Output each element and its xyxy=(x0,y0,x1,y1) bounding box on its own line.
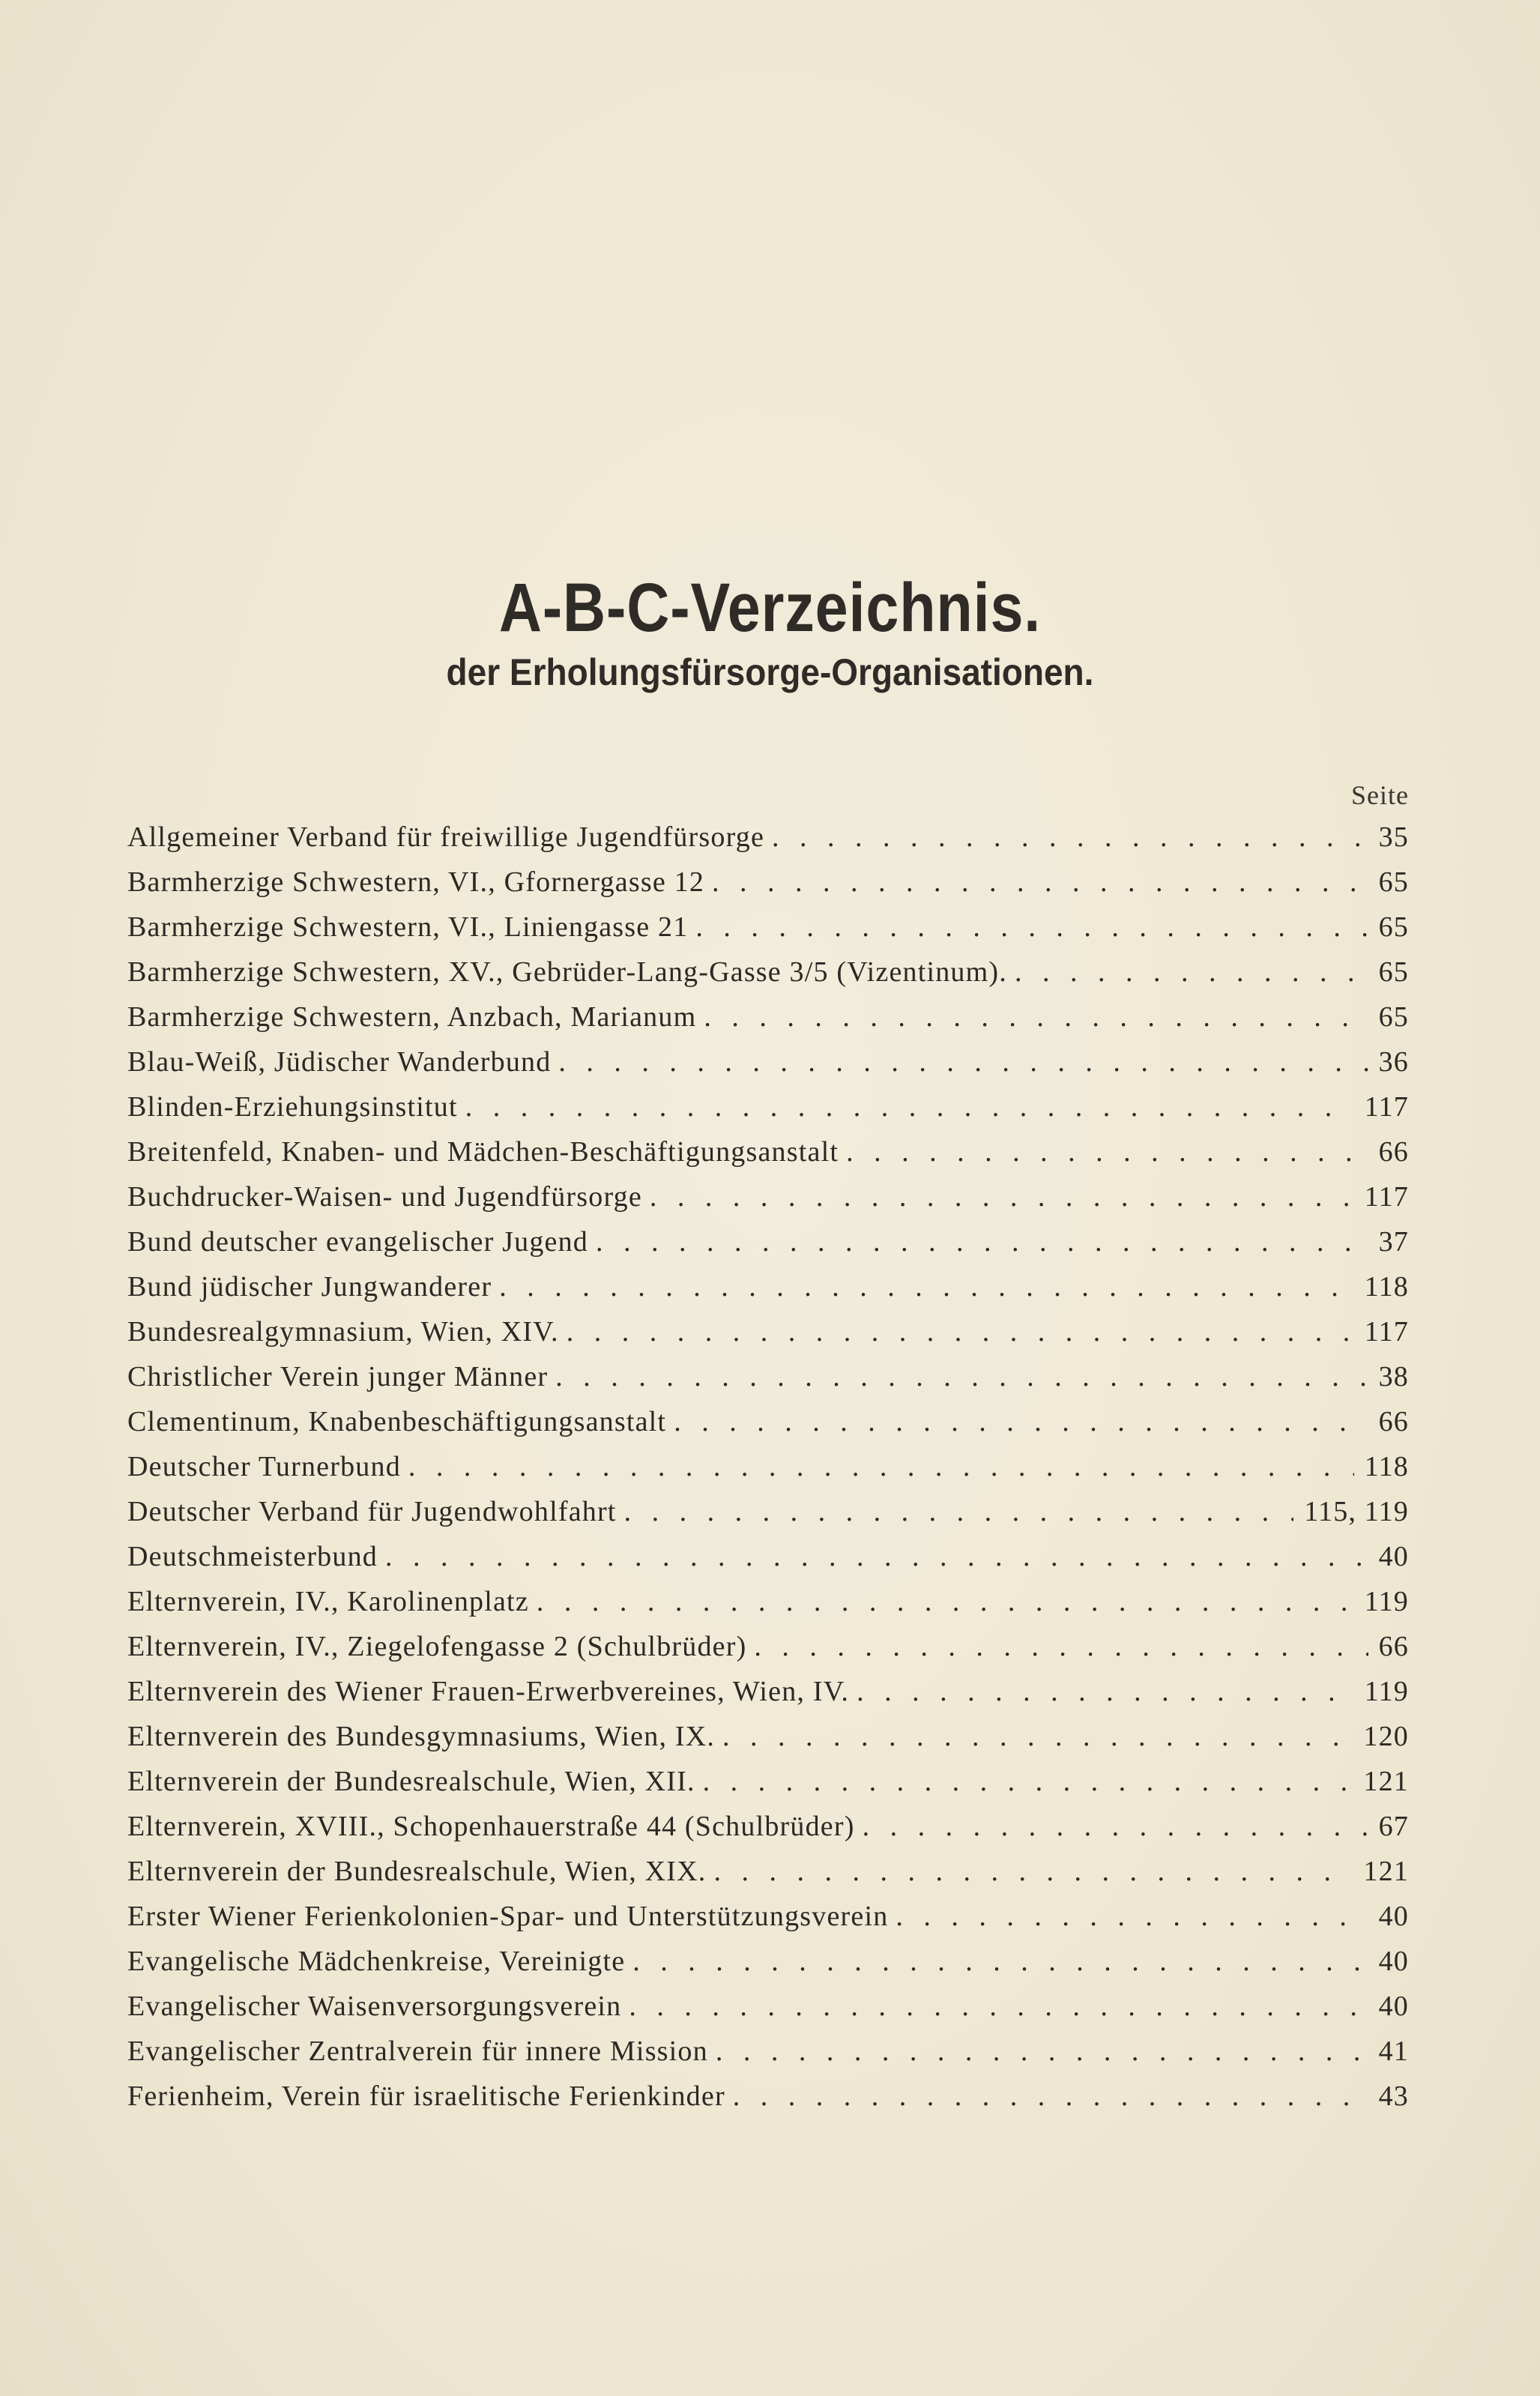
index-entry-label: Buchdrucker-Waisen- und Jugendfürsorge xyxy=(127,1181,642,1213)
index-entry-page: 40 xyxy=(1378,1946,1409,1977)
index-entry-label: Barmherzige Schwestern, VI., Liniengasse 21 xyxy=(127,911,689,943)
index-entry-page: 121 xyxy=(1363,1856,1409,1887)
index-entry-label: Bundesrealgymnasium, Wien, XIV. xyxy=(127,1316,559,1348)
index-entry xyxy=(127,1225,1409,1270)
index-entry-label: Elternverein der Bundesrealschule, Wien, XII. xyxy=(127,1766,695,1797)
index-entry-label: Evangelischer Waisenversorgungsverein xyxy=(127,1991,622,2022)
dot-leader xyxy=(674,1405,1368,1440)
index-entry xyxy=(127,1090,1409,1135)
index-entry-page: 40 xyxy=(1378,1901,1409,1932)
index-entry-page: 118 xyxy=(1364,1271,1409,1303)
index-entry-page: 119 xyxy=(1364,1676,1409,1707)
index-entry xyxy=(127,911,1409,956)
index-entry-page: 115, 119 xyxy=(1304,1496,1409,1527)
dot-leader xyxy=(629,1990,1368,2024)
index-entry xyxy=(127,1180,1409,1225)
dot-leader xyxy=(567,1315,1354,1350)
dot-leader xyxy=(632,1945,1368,1979)
index-entry xyxy=(127,2080,1409,2125)
index-entry-label: Elternverein, IV., Ziegelofengasse 2 (Schulbrüder) xyxy=(127,1631,747,1662)
index-entry-page: 65 xyxy=(1378,1001,1409,1033)
index-entry-page: 43 xyxy=(1378,2080,1409,2112)
dot-leader xyxy=(1015,956,1368,990)
index-entry-page: 117 xyxy=(1364,1091,1409,1123)
index-entry-label: Bund jüdischer Jungwanderer xyxy=(127,1271,492,1303)
dot-leader xyxy=(650,1180,1354,1215)
index-entry xyxy=(127,1360,1409,1405)
dot-leader xyxy=(722,1720,1353,1754)
index-entry-label: Elternverein des Wiener Frauen-Erwerbvereines, Wien, IV. xyxy=(127,1676,850,1707)
index-entry xyxy=(127,1540,1409,1585)
index-list xyxy=(127,821,1409,2125)
dot-leader xyxy=(846,1135,1368,1170)
index-entry-page: 67 xyxy=(1378,1811,1409,1842)
index-entry-label: Blau-Weiß, Jüdischer Wanderbund xyxy=(127,1046,552,1078)
index-entry-page: 40 xyxy=(1378,1541,1409,1572)
index-entry-page: 37 xyxy=(1378,1226,1409,1258)
dot-leader xyxy=(465,1090,1354,1125)
index-entry-label: Deutscher Turnerbund xyxy=(127,1451,401,1482)
index-entry xyxy=(127,1945,1409,1990)
index-entry-page: 65 xyxy=(1378,911,1409,943)
dot-leader xyxy=(896,1900,1368,1934)
index-entry xyxy=(127,1765,1409,1810)
index-entry xyxy=(127,1990,1409,2035)
index-entry xyxy=(127,2035,1409,2080)
dot-leader xyxy=(555,1360,1368,1395)
index-entry-page: 65 xyxy=(1378,956,1409,988)
index-entry-page: 66 xyxy=(1378,1136,1409,1168)
index-entry-page: 65 xyxy=(1378,866,1409,898)
index-entry-label: Christlicher Verein junger Männer xyxy=(127,1361,549,1392)
index-entry xyxy=(127,866,1409,911)
dot-leader xyxy=(408,1450,1354,1485)
index-entry-label: Evangelische Mädchenkreise, Vereinigte xyxy=(127,1946,626,1977)
index-entry-page: 118 xyxy=(1364,1451,1409,1482)
index-entry xyxy=(127,1585,1409,1630)
index-entry xyxy=(127,1675,1409,1720)
index-entry xyxy=(127,1045,1409,1090)
index-entry xyxy=(127,1900,1409,1945)
dot-leader xyxy=(713,1855,1353,1889)
index-entry-page: 119 xyxy=(1364,1586,1409,1617)
dot-leader xyxy=(772,821,1368,855)
index-entry-page: 121 xyxy=(1363,1766,1409,1797)
dot-leader xyxy=(703,1765,1353,1799)
index-entry-label: Allgemeiner Verband für freiwillige Jugendfürsorge xyxy=(127,821,765,853)
index-entry-label: Blinden-Erziehungsinstitut xyxy=(127,1091,458,1123)
index-entry-label: Breitenfeld, Knaben- und Mädchen-Beschäftigungsanstalt xyxy=(127,1136,839,1168)
dot-leader xyxy=(716,2035,1368,2069)
index-entry-label: Deutscher Verband für Jugendwohlfahrt xyxy=(127,1496,617,1527)
index-entry-page: 66 xyxy=(1378,1631,1409,1662)
dot-leader xyxy=(558,1045,1368,1080)
index-entry xyxy=(127,1720,1409,1765)
index-entry-page: 36 xyxy=(1378,1046,1409,1078)
dot-leader xyxy=(857,1675,1354,1710)
index-entry-page: 35 xyxy=(1378,821,1409,853)
index-entry xyxy=(127,1315,1409,1360)
index-entry-label: Clementinum, Knabenbeschäftigungsanstalt xyxy=(127,1406,667,1437)
dot-leader xyxy=(704,1001,1368,1035)
index-entry xyxy=(127,1405,1409,1450)
dot-leader xyxy=(624,1495,1294,1530)
dot-leader xyxy=(537,1585,1354,1620)
index-entry xyxy=(127,1630,1409,1675)
dot-leader xyxy=(712,866,1368,900)
page-title: A-B-C-Verzeichnis. xyxy=(498,570,1042,646)
page-subtitle: der Erholungsfürsorge-Organisationen. xyxy=(446,651,1094,693)
dot-leader xyxy=(754,1630,1368,1665)
index-entry xyxy=(127,1495,1409,1540)
index-entry xyxy=(127,1135,1409,1180)
index-entry xyxy=(127,1855,1409,1900)
index-entry-label: Elternverein, XVIII., Schopenhauerstraße 44 (Schulbrüder) xyxy=(127,1811,855,1842)
index-entry-label: Ferienheim, Verein für israelitische Ferienkinder xyxy=(127,2080,725,2112)
index-entry-page: 120 xyxy=(1363,1721,1409,1752)
index-entry-page: 117 xyxy=(1364,1181,1409,1213)
index-entry-page: 117 xyxy=(1364,1316,1409,1348)
index-entry xyxy=(127,1810,1409,1855)
index-entry xyxy=(127,1270,1409,1315)
index-entry-page: 66 xyxy=(1378,1406,1409,1437)
dot-leader xyxy=(695,911,1368,945)
index-entry-label: Erster Wiener Ferienkolonien-Spar- und Unterstützungsverein xyxy=(127,1901,889,1932)
dot-leader xyxy=(385,1540,1368,1575)
index-entry-label: Elternverein des Bundesgymnasiums, Wien, IX. xyxy=(127,1721,716,1752)
index-entry xyxy=(127,1001,1409,1045)
index-entry-page: 40 xyxy=(1378,1991,1409,2022)
index-entry-label: Bund deutscher evangelischer Jugend xyxy=(127,1226,588,1258)
dot-leader xyxy=(499,1270,1354,1305)
index-entry-label: Elternverein der Bundesrealschule, Wien, XIX. xyxy=(127,1856,707,1887)
index-entry xyxy=(127,1450,1409,1495)
dot-leader xyxy=(863,1810,1368,1844)
index-entry-label: Evangelischer Zentralverein für innere Mission xyxy=(127,2036,708,2067)
index-entry-page: 38 xyxy=(1378,1361,1409,1392)
index-entry xyxy=(127,821,1409,866)
index-entry-page: 41 xyxy=(1378,2036,1409,2067)
dot-leader xyxy=(596,1225,1368,1260)
index-entry-label: Barmherzige Schwestern, Anzbach, Marianum xyxy=(127,1001,697,1033)
page-column-header: Seite xyxy=(1351,780,1409,810)
index-entry-label: Deutschmeisterbund xyxy=(127,1541,378,1572)
index-entry-label: Barmherzige Schwestern, VI., Gfornergasse 12 xyxy=(127,866,705,898)
index-entry-label: Elternverein, IV., Karolinenplatz xyxy=(127,1586,529,1617)
dot-leader xyxy=(733,2080,1368,2114)
index-entry-label: Barmherzige Schwestern, XV., Gebrüder-Lang-Gasse 3/5 (Vizentinum). xyxy=(127,956,1007,988)
index-entry xyxy=(127,956,1409,1001)
